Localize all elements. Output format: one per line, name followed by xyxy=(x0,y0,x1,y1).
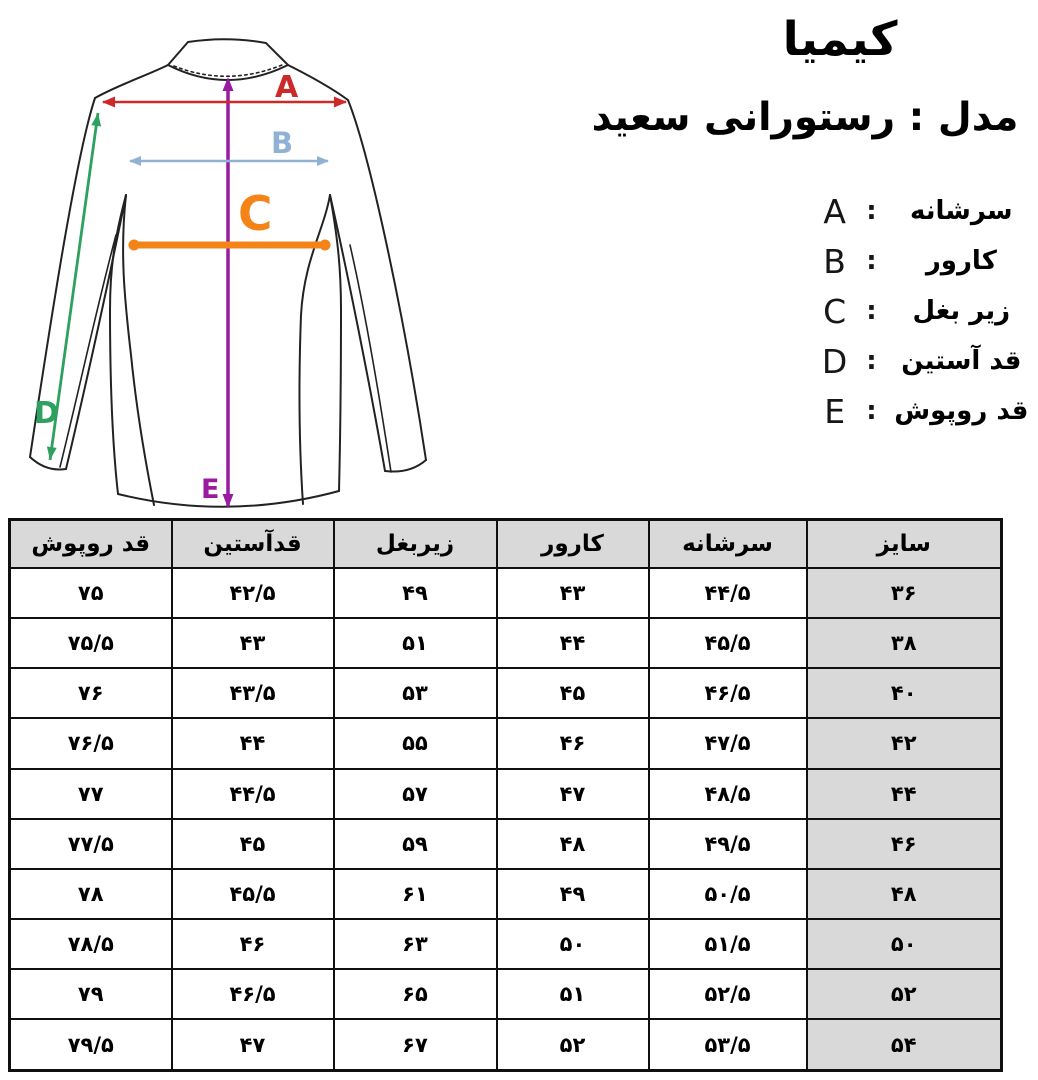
legend-label-d: قد آستین xyxy=(901,346,1022,376)
value-cell: ۵۰/۵ xyxy=(649,869,807,919)
value-cell: ۴۹ xyxy=(334,568,497,618)
table-header-row xyxy=(10,520,1002,569)
legend-colon: : xyxy=(866,296,877,326)
legend-letter-d: D xyxy=(821,341,848,381)
legend-letter-a: A xyxy=(823,191,846,231)
legend-label-e: قد روپوش xyxy=(894,396,1029,426)
value-cell: ۵۱/۵ xyxy=(649,919,807,969)
size-cell: ۵۴ xyxy=(807,1019,1002,1070)
size-cell: ۳۸ xyxy=(807,618,1002,668)
value-cell: ۴۶ xyxy=(172,919,334,969)
label-e: E xyxy=(201,474,220,505)
header-cell-3: کارور xyxy=(497,520,649,569)
label-c: C xyxy=(238,187,273,242)
value-cell: ۷۶/۵ xyxy=(10,718,172,768)
value-cell: ۴۴ xyxy=(497,618,649,668)
legend-row-e xyxy=(815,386,1030,436)
table-row xyxy=(10,819,1002,869)
value-cell: ۴۶/۵ xyxy=(649,668,807,718)
legend-colon: : xyxy=(866,196,877,226)
value-cell: ۵۰ xyxy=(497,919,649,969)
legend-letter-e: E xyxy=(824,391,846,431)
value-cell: ۵۹ xyxy=(334,819,497,869)
value-cell: ۵۳/۵ xyxy=(649,1019,807,1070)
legend-row-b xyxy=(815,236,1030,286)
legend-row-d xyxy=(815,336,1030,386)
value-cell: ۷۹/۵ xyxy=(10,1019,172,1070)
value-cell: ۶۳ xyxy=(334,919,497,969)
header-cell-4: سرشانه xyxy=(649,520,807,569)
header-cell-2: زیربغل xyxy=(334,520,497,569)
value-cell: ۵۲ xyxy=(497,1019,649,1070)
table-row xyxy=(10,568,1002,618)
value-cell: ۵۷ xyxy=(334,769,497,819)
value-cell: ۴۹ xyxy=(497,869,649,919)
value-cell: ۴۴/۵ xyxy=(172,769,334,819)
table-row xyxy=(10,969,1002,1019)
table-row xyxy=(10,668,1002,718)
value-cell: ۴۹/۵ xyxy=(649,819,807,869)
legend-letter-b: B xyxy=(823,241,846,281)
table-row xyxy=(10,618,1002,668)
value-cell: ۴۸/۵ xyxy=(649,769,807,819)
value-cell: ۷۶ xyxy=(10,668,172,718)
table-row xyxy=(10,1019,1002,1070)
value-cell: ۴۴ xyxy=(172,718,334,768)
model-title: مدل : رستورانی سعید xyxy=(591,95,1019,140)
legend-letter-c: C xyxy=(823,291,847,331)
value-cell: ۴۳ xyxy=(172,618,334,668)
header-cell-0: قد روپوش xyxy=(10,520,172,569)
value-cell: ۴۲/۵ xyxy=(172,568,334,618)
value-cell: ۵۱ xyxy=(497,969,649,1019)
size-cell: ۵۲ xyxy=(807,969,1002,1019)
table-row xyxy=(10,718,1002,768)
table-row xyxy=(10,769,1002,819)
size-cell: ۳۶ xyxy=(807,568,1002,618)
header-cell-1: قدآستین xyxy=(172,520,334,569)
value-cell: ۴۸ xyxy=(497,819,649,869)
value-cell: ۴۷ xyxy=(497,769,649,819)
size-table xyxy=(8,518,1003,1072)
label-a: A xyxy=(275,70,299,105)
value-cell: ۵۳ xyxy=(334,668,497,718)
value-cell: ۴۵/۵ xyxy=(172,869,334,919)
table-row xyxy=(10,919,1002,969)
measure-a-arrow xyxy=(102,97,347,108)
value-cell: ۷۷/۵ xyxy=(10,819,172,869)
size-cell: ۴۴ xyxy=(807,769,1002,819)
value-cell: ۷۹ xyxy=(10,969,172,1019)
value-cell: ۷۵/۵ xyxy=(10,618,172,668)
value-cell: ۴۷ xyxy=(172,1019,334,1070)
size-cell: ۴۶ xyxy=(807,819,1002,869)
size-cell: ۴۲ xyxy=(807,718,1002,768)
value-cell: ۴۳ xyxy=(497,568,649,618)
value-cell: ۶۱ xyxy=(334,869,497,919)
value-cell: ۵۵ xyxy=(334,718,497,768)
value-cell: ۶۵ xyxy=(334,969,497,1019)
size-table-body xyxy=(10,568,1002,1071)
value-cell: ۴۵ xyxy=(497,668,649,718)
legend-label-c: زیر بغل xyxy=(912,296,1011,326)
garment-diagram xyxy=(18,5,460,520)
measure-e-arrow xyxy=(223,77,234,508)
brand-title: کیمیا xyxy=(782,12,898,67)
legend-row-c xyxy=(815,286,1030,336)
size-cell: ۴۸ xyxy=(807,869,1002,919)
header-cell-5: سایز xyxy=(807,520,1002,569)
legend-label-a: سرشانه xyxy=(910,196,1013,226)
value-cell: ۷۷ xyxy=(10,769,172,819)
legend-colon: : xyxy=(866,346,877,376)
legend-colon: : xyxy=(866,396,877,426)
label-b: B xyxy=(271,126,294,160)
value-cell: ۵۱ xyxy=(334,618,497,668)
label-d: D xyxy=(34,396,59,431)
legend-colon: : xyxy=(866,246,877,276)
info-block xyxy=(580,12,1030,140)
value-cell: ۶۷ xyxy=(334,1019,497,1070)
value-cell: ۴۴/۵ xyxy=(649,568,807,618)
value-cell: ۵۲/۵ xyxy=(649,969,807,1019)
measurement-legend xyxy=(815,186,1030,436)
legend-label-b: کارور xyxy=(925,246,997,276)
value-cell: ۴۵/۵ xyxy=(649,618,807,668)
value-cell: ۴۶/۵ xyxy=(172,969,334,1019)
table-row xyxy=(10,869,1002,919)
size-cell: ۴۰ xyxy=(807,668,1002,718)
value-cell: ۷۵ xyxy=(10,568,172,618)
value-cell: ۴۵ xyxy=(172,819,334,869)
value-cell: ۴۷/۵ xyxy=(649,718,807,768)
value-cell: ۴۳/۵ xyxy=(172,668,334,718)
size-cell: ۵۰ xyxy=(807,919,1002,969)
value-cell: ۴۶ xyxy=(497,718,649,768)
value-cell: ۷۸/۵ xyxy=(10,919,172,969)
value-cell: ۷۸ xyxy=(10,869,172,919)
legend-row-a xyxy=(815,186,1030,236)
